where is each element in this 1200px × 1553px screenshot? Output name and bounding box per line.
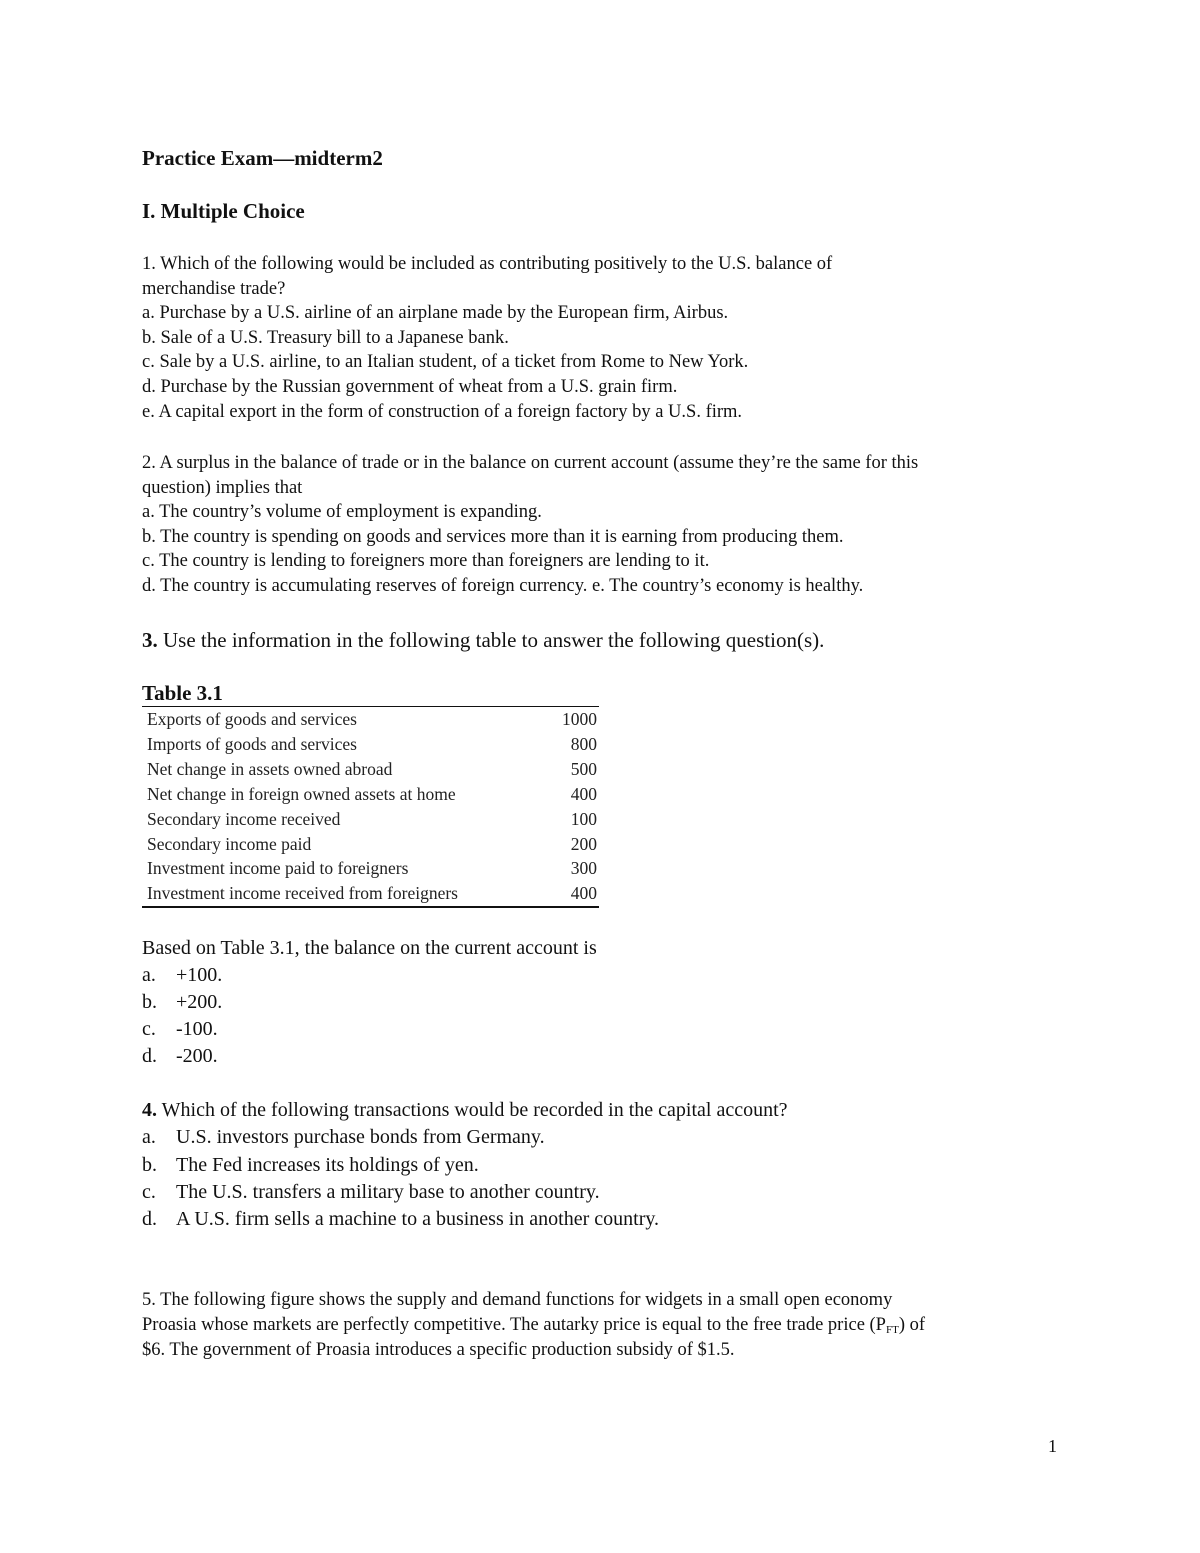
question-1-option-b: b. Sale of a U.S. Treasury bill to a Japanese bank.: [142, 327, 509, 348]
option-text: +100.: [176, 964, 223, 986]
question-1-option-e: e. A capital export in the form of construction of a foreign factory by a U.S. firm.: [142, 401, 743, 422]
row-value: 200: [570, 833, 597, 854]
question-1-stem: 1. Which of the following would be included as contributing positively to the U.S. balance of: [142, 254, 833, 274]
question-1-option-a: a. Purchase by a U.S. airline of an airplane made by the European firm, Airbus.: [142, 303, 729, 324]
question-3-intro-text: Use the information in the following table to answer the following question(s).: [163, 628, 825, 652]
question-4-option-d: [142, 1206, 788, 1233]
option-letter: a.: [142, 1126, 156, 1149]
option-text: U.S. investors purchase bonds from Germany.: [176, 1126, 545, 1149]
question-4-stem: [142, 1097, 788, 1124]
balance-of-payments-table: [142, 706, 599, 908]
question-5-line-3: $6. The government of Proasia introduces a specific production subsidy of $1.5.: [142, 1339, 735, 1360]
question-4-stem-text: Which of the following transactions would be recorded in the capital account?: [161, 1099, 788, 1121]
option-text: -200.: [176, 1045, 218, 1067]
question-2-option-a: a. The country’s volume of employment is expanding.: [142, 502, 542, 523]
row-label: Exports of goods and services: [147, 709, 357, 729]
question-2: [142, 451, 918, 599]
question-5-line-2-text: Proasia whose markets are perfectly competitive. The autarky price is equal to the free trade price (P: [142, 1314, 886, 1335]
row-label: Secondary income paid: [147, 833, 312, 854]
question-5-line-1: 5. The following figure shows the supply and demand functions for widgets in a small open economy: [142, 1290, 893, 1310]
question-2-stem: 2. A surplus in the balance of trade or in the balance on current account (assume they’re the same for this: [142, 453, 919, 473]
section-title: I. Multiple Choice: [142, 199, 305, 223]
option-letter: d.: [142, 1045, 157, 1067]
row-value: 400: [570, 883, 597, 904]
free-trade-subscript: FT: [885, 1323, 899, 1336]
option-letter: c.: [142, 1018, 156, 1040]
row-value: 400: [570, 783, 597, 804]
question-1: [142, 252, 832, 424]
option-letter: d.: [142, 1208, 157, 1231]
option-letter: b.: [142, 991, 157, 1013]
question-2-option-b: b. The country is spending on goods and services more than it is earning from producing them.: [142, 526, 844, 547]
row-label: Investment income paid to foreigners: [147, 858, 409, 879]
exam-title: Practice Exam—midterm2: [142, 146, 383, 170]
question-3-option-c: [142, 1016, 597, 1043]
question-1-option-d: d. Purchase by the Russian government of wheat from a U.S. grain firm.: [142, 376, 678, 397]
question-4-option-b: [142, 1152, 788, 1179]
question-2-option-d: d. The country is accumulating reserves of foreign currency. e. The country’s economy is healthy.: [142, 575, 864, 596]
question-3-option-d: [142, 1043, 597, 1070]
question-4: [142, 1097, 788, 1233]
question-5-line-2-end: ) of: [898, 1314, 926, 1335]
table-row: [142, 732, 599, 757]
table-caption: Table 3.1: [142, 681, 223, 705]
question-5: [142, 1288, 925, 1362]
row-label: Imports of goods and services: [147, 733, 357, 754]
row-label: Secondary income received: [147, 808, 341, 829]
question-2-option-c: c. The country is lending to foreigners more than foreigners are lending to it.: [142, 551, 710, 572]
row-value: 800: [570, 733, 597, 754]
question-3-option-a: [142, 962, 597, 989]
question-3-option-b: [142, 989, 597, 1016]
question-4-option-c: [142, 1179, 788, 1206]
question-3: [142, 935, 597, 1070]
row-label: Investment income received from foreigners: [147, 883, 458, 904]
option-letter: b.: [142, 1153, 157, 1176]
page-number: 1: [1048, 1436, 1057, 1456]
question-2-stem-cont: question) implies that: [142, 477, 303, 498]
option-text: The U.S. transfers a military base to another country.: [176, 1180, 600, 1203]
table-row: [142, 782, 599, 807]
option-letter: c.: [142, 1180, 156, 1203]
row-label: Net change in assets owned abroad: [147, 758, 393, 779]
row-value: 500: [570, 758, 597, 779]
option-letter: a.: [142, 964, 156, 986]
row-value: 300: [570, 858, 597, 879]
question-3-intro: [142, 628, 824, 653]
table-row: [142, 707, 599, 732]
table-row: [142, 757, 599, 782]
option-text: A U.S. firm sells a machine to a business in another country.: [176, 1208, 660, 1231]
question-5-line-2: [142, 1313, 925, 1338]
question-4-number: 4.: [142, 1099, 157, 1121]
question-1-option-c: c. Sale by a U.S. airline, to an Italian student, of a ticket from Rome to New York.: [142, 352, 749, 373]
question-4-option-a: [142, 1124, 788, 1151]
option-text: The Fed increases its holdings of yen.: [176, 1153, 479, 1176]
row-value: 1000: [562, 709, 597, 729]
table-row: [142, 832, 599, 857]
table-row: [142, 856, 599, 881]
table-row: [142, 807, 599, 832]
question-3-number: 3.: [142, 628, 158, 652]
table-row: [142, 881, 599, 907]
question-1-stem-cont: merchandise trade?: [142, 278, 286, 299]
row-label: Net change in foreign owned assets at home: [147, 783, 456, 804]
option-text: +200.: [176, 991, 223, 1013]
question-3-stem: Based on Table 3.1, the balance on the current account is: [142, 937, 597, 959]
option-text: -100.: [176, 1018, 218, 1040]
row-value: 100: [570, 808, 597, 829]
